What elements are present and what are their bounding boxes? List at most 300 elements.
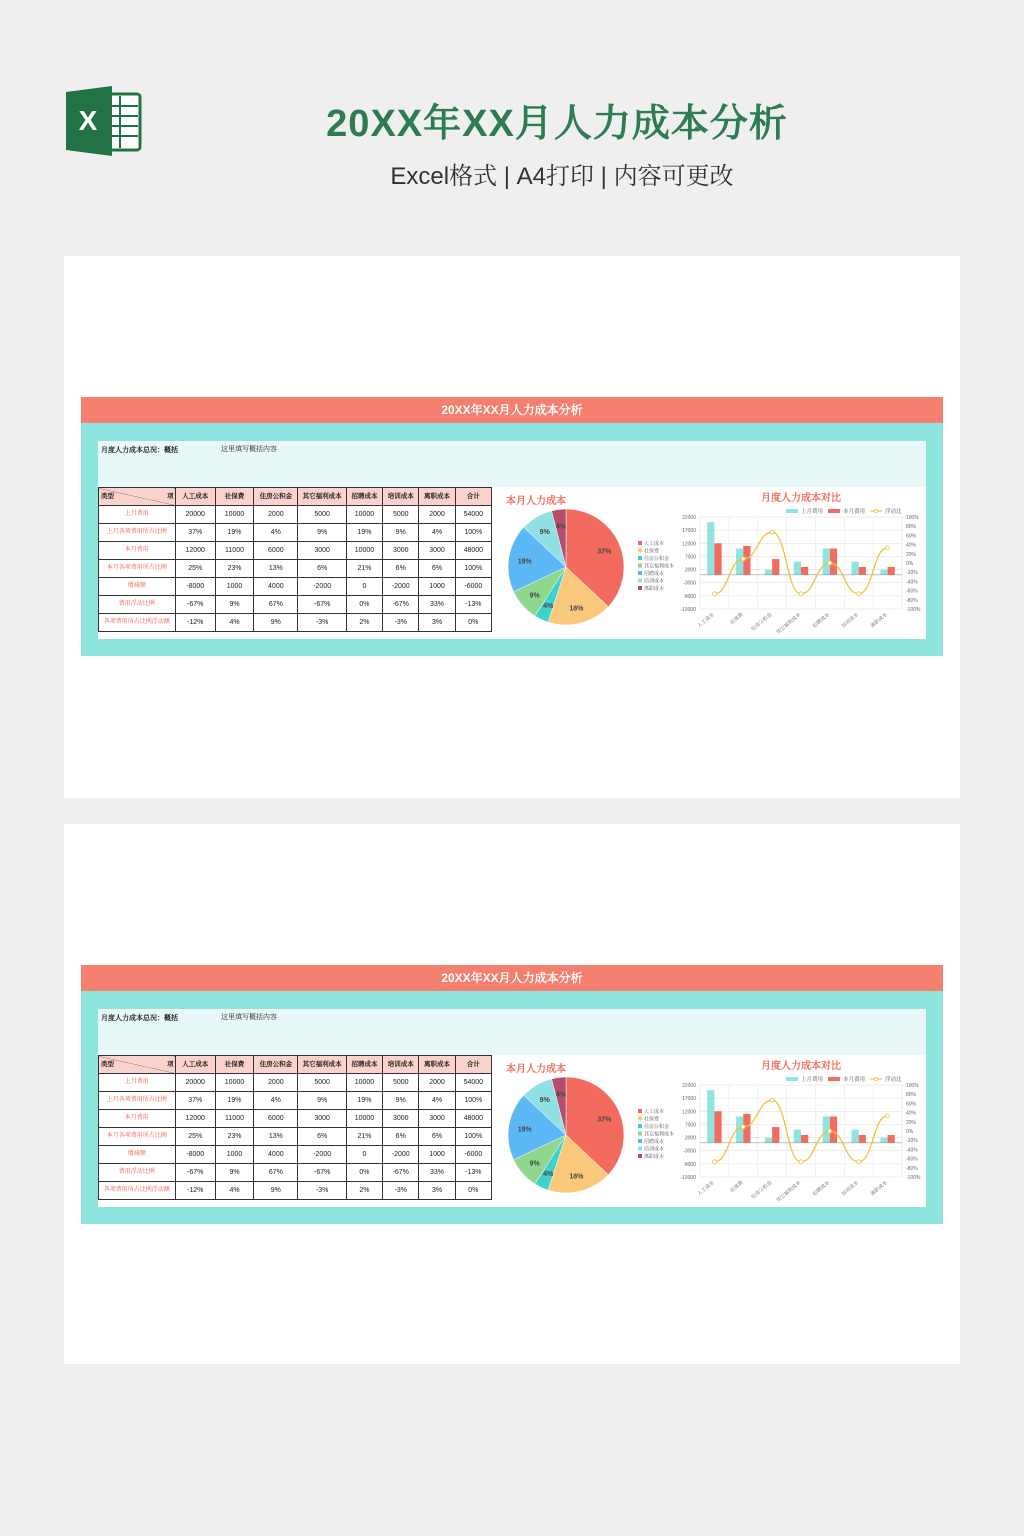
line-point xyxy=(828,561,832,565)
y-tick-label: -3000 xyxy=(683,580,696,587)
legend-label: 培训成本 xyxy=(644,578,665,585)
y2-tick-label: 40% xyxy=(906,542,917,549)
table-cell: 11000 xyxy=(215,1110,253,1128)
table-cell: 9% xyxy=(254,1182,298,1200)
table-cell: 5000 xyxy=(383,1074,419,1092)
legend-label: 上月费用 xyxy=(801,509,824,515)
pie-slice-label: 37% xyxy=(597,548,612,556)
legend-swatch xyxy=(638,549,642,553)
table-cell: 2000 xyxy=(419,1074,455,1092)
table-cell: 6% xyxy=(298,560,346,578)
legend-label: 其它福利成本 xyxy=(644,563,675,570)
table-cell: 6% xyxy=(419,1128,455,1146)
line-point xyxy=(799,1160,803,1164)
y2-tick-label: 20% xyxy=(906,1119,917,1126)
y-tick-label: -3000 xyxy=(683,1148,696,1155)
table-cell: -6000 xyxy=(455,578,491,596)
line-point xyxy=(886,1114,890,1118)
table-cell: 10000 xyxy=(346,1110,382,1128)
x-tick-label: 其它福利成本 xyxy=(775,611,803,636)
table-cell: 2000 xyxy=(254,506,298,524)
x-tick-label: 住房公积金 xyxy=(750,611,774,633)
y2-tick-label: 40% xyxy=(906,1110,917,1117)
x-tick-label: 培训成本 xyxy=(840,1179,860,1198)
svg-text:X: X xyxy=(78,105,98,136)
y-tick-label: 2000 xyxy=(684,567,696,574)
legend-swatch xyxy=(638,1147,642,1151)
table-cell: 2% xyxy=(346,1182,382,1200)
table-cell: 12000 xyxy=(175,542,215,560)
pie-slice-label: 4% xyxy=(543,602,554,610)
legend-label: 本月费用 xyxy=(843,509,866,515)
table-cell: 4000 xyxy=(254,1146,298,1164)
pie-slice-label: 19% xyxy=(517,1126,532,1134)
table-row xyxy=(99,1146,492,1164)
table-cell: 0 xyxy=(346,1146,382,1164)
table-cell: 9% xyxy=(215,596,253,614)
table-cell: 4% xyxy=(419,1092,455,1110)
table-cell: 20000 xyxy=(175,1074,215,1092)
table-row xyxy=(99,1092,492,1110)
table-cell: -13% xyxy=(455,596,491,614)
y-tick-label: 7000 xyxy=(684,554,696,561)
table-cell: 6% xyxy=(383,1128,419,1146)
y2-tick-label: -40% xyxy=(906,579,918,586)
table-cell: -67% xyxy=(175,596,215,614)
table-cell: 21% xyxy=(346,560,382,578)
table-cell: 100% xyxy=(455,1128,491,1146)
y-tick-label: -8000 xyxy=(683,1161,696,1168)
table-cell: 4% xyxy=(254,1092,298,1110)
legend-swatch xyxy=(638,571,642,575)
legend-label: 社保费 xyxy=(644,1116,660,1123)
legend-swatch xyxy=(638,564,642,568)
summary-box xyxy=(98,1009,926,1055)
legend-swatch xyxy=(638,1139,642,1143)
table-row xyxy=(99,524,492,542)
table-cell: -67% xyxy=(298,1164,346,1182)
table-cell: 25% xyxy=(175,560,215,578)
line-point xyxy=(886,546,890,550)
table-cell: -67% xyxy=(383,1164,419,1182)
row-label: 增减额 xyxy=(99,578,176,596)
table-row xyxy=(99,506,492,524)
y2-tick-label: -40% xyxy=(906,1147,918,1154)
row-label: 费用浮动比例 xyxy=(99,1164,176,1182)
x-tick-label: 培训成本 xyxy=(840,611,860,630)
table-cell: 33% xyxy=(419,596,455,614)
table-cell: 0% xyxy=(346,1164,382,1182)
table-cell: 12000 xyxy=(175,1110,215,1128)
table-cell: 54000 xyxy=(455,506,491,524)
table-row xyxy=(99,542,492,560)
row-label: 费用浮动比例 xyxy=(99,596,176,614)
bar xyxy=(707,522,714,575)
table-row xyxy=(99,560,492,578)
table-cell: 100% xyxy=(455,1092,491,1110)
pie-slice-label: 9% xyxy=(539,1097,550,1105)
x-tick-label: 人工成本 xyxy=(696,611,716,630)
table-cell: 4% xyxy=(254,524,298,542)
legend-swatch xyxy=(638,1117,642,1121)
y-tick-label: 22000 xyxy=(682,515,696,521)
bar xyxy=(859,567,866,575)
table-cell: 11000 xyxy=(215,542,253,560)
row-label: 增减额 xyxy=(99,1146,176,1164)
y-tick-label: 22000 xyxy=(682,1083,696,1089)
pie-slice-label: 9% xyxy=(529,592,540,600)
y2-tick-label: 80% xyxy=(906,524,917,531)
legend-marker xyxy=(874,1077,877,1080)
bar xyxy=(888,1135,895,1143)
table-cell: 9% xyxy=(383,1092,419,1110)
x-tick-label: 社保费 xyxy=(729,1179,745,1195)
bar xyxy=(714,543,721,575)
table-cell: 6000 xyxy=(254,1110,298,1128)
table-cell: 2% xyxy=(346,614,382,632)
table-row xyxy=(99,1074,492,1092)
y2-tick-label: 60% xyxy=(906,533,917,540)
table-cell: 6% xyxy=(383,560,419,578)
table-cell: 0% xyxy=(455,1182,491,1200)
table-cell: 67% xyxy=(254,596,298,614)
table-cell: -8000 xyxy=(175,578,215,596)
line-point xyxy=(712,592,716,596)
table-cell: -3% xyxy=(383,614,419,632)
table-cell: 48000 xyxy=(455,1110,491,1128)
table-cell: 1000 xyxy=(419,1146,455,1164)
y-tick-label: 17000 xyxy=(682,528,696,535)
legend-label: 招聘成本 xyxy=(644,571,665,577)
summary-label: 月度人力成本总况：概括 xyxy=(101,1015,178,1022)
bar-chart-title: 月度人力成本对比 xyxy=(761,1061,841,1072)
pie-slice-label: 9% xyxy=(529,1160,540,1168)
line-point xyxy=(741,1125,745,1129)
table-cell: 19% xyxy=(215,1092,253,1110)
table-row xyxy=(99,578,492,596)
table-cell: 6% xyxy=(298,1128,346,1146)
table-cell: 54000 xyxy=(455,1074,491,1092)
y2-tick-label: -60% xyxy=(906,588,918,595)
table-cell: 33% xyxy=(419,1164,455,1182)
x-tick-label: 住房公积金 xyxy=(750,1179,774,1201)
column-header: 社保费 xyxy=(215,488,253,506)
table-header-row xyxy=(99,488,492,506)
bar xyxy=(772,559,779,575)
column-header: 培训成本 xyxy=(383,488,419,506)
row-label: 上月费用 xyxy=(99,1074,176,1092)
table-cell: 4000 xyxy=(254,578,298,596)
row-label: 本月各项费用所占比例 xyxy=(99,1128,176,1146)
y2-tick-label: -100% xyxy=(906,607,921,613)
legend-label: 浮动比 xyxy=(885,509,902,515)
table-row xyxy=(99,1164,492,1182)
type-header: 类型 项 xyxy=(99,488,176,506)
x-tick-label: 招聘成本 xyxy=(811,1179,832,1198)
table-cell: 100% xyxy=(455,524,491,542)
y-tick-label: -13000 xyxy=(680,1175,696,1181)
table-cell: -2000 xyxy=(298,578,346,596)
summary-value: 这里填写概括内容 xyxy=(221,446,277,453)
table-cell: 3000 xyxy=(383,1110,419,1128)
table-cell: 3000 xyxy=(298,1110,346,1128)
x-tick-label: 离职成本 xyxy=(869,1179,889,1198)
bar-chart-title: 月度人力成本对比 xyxy=(761,493,841,504)
bar xyxy=(888,567,895,575)
sheet-preview xyxy=(81,965,943,1224)
y2-tick-label: -20% xyxy=(906,1138,918,1145)
legend-label: 住房公积金 xyxy=(644,1124,670,1130)
pie-slice-label: 19% xyxy=(517,558,532,566)
table-cell: -8000 xyxy=(175,1146,215,1164)
table-cell: 19% xyxy=(215,524,253,542)
bar xyxy=(765,1138,772,1143)
line-point xyxy=(770,1098,774,1102)
table-row xyxy=(99,1128,492,1146)
page-subtitle: Excel格式 | A4打印 | 内容可更改 xyxy=(390,163,734,190)
table-cell: -67% xyxy=(175,1164,215,1182)
table-cell: 9% xyxy=(383,524,419,542)
table-cell: 1000 xyxy=(419,578,455,596)
row-label: 上月各项费用所占比例 xyxy=(99,1092,176,1110)
x-tick-label: 离职成本 xyxy=(869,611,889,630)
y-tick-label: 17000 xyxy=(682,1096,696,1103)
table-cell: -67% xyxy=(383,596,419,614)
pie-slice-label: 37% xyxy=(597,1116,612,1124)
y2-tick-label: -60% xyxy=(906,1156,918,1163)
column-header: 住房公积金 xyxy=(254,488,298,506)
sheet-banner: 20XX年XX月人力成本分析 xyxy=(81,397,943,423)
y2-tick-label: 80% xyxy=(906,1092,917,1099)
bar xyxy=(801,567,808,575)
table-cell: 100% xyxy=(455,560,491,578)
legend-swatch xyxy=(828,509,840,513)
line-point xyxy=(857,592,861,596)
row-label: 上月费用 xyxy=(99,506,176,524)
table-row xyxy=(99,1182,492,1200)
table-cell: 10000 xyxy=(346,506,382,524)
row-label: 上月各项费用所占比例 xyxy=(99,524,176,542)
preview-page-2 xyxy=(64,824,960,1364)
legend-label: 人工成本 xyxy=(644,1109,665,1115)
table-cell: 10000 xyxy=(215,506,253,524)
pie-chart-title: 本月人力成本 xyxy=(506,496,566,507)
sheet-content xyxy=(98,487,926,639)
row-label: 各项费用所占比例浮动额 xyxy=(99,614,176,632)
pie-chart xyxy=(500,505,634,635)
table-cell: 21% xyxy=(346,1128,382,1146)
bar xyxy=(765,570,772,575)
table-header-row xyxy=(99,1056,492,1074)
preview-page-1 xyxy=(64,256,960,798)
y-tick-label: 12000 xyxy=(682,1109,696,1116)
y2-tick-label: -100% xyxy=(906,1175,921,1181)
cost-table xyxy=(98,1055,492,1200)
table-cell: 5000 xyxy=(298,1074,346,1092)
line-point xyxy=(712,1160,716,1164)
pie-chart xyxy=(500,1073,634,1203)
sheet-content xyxy=(98,1055,926,1207)
table-cell: 4% xyxy=(215,1182,253,1200)
column-header: 培训成本 xyxy=(383,1056,419,1074)
bar xyxy=(801,1135,808,1143)
table-cell: 0% xyxy=(346,596,382,614)
table-row xyxy=(99,596,492,614)
summary-box xyxy=(98,441,926,487)
pie-slice-label: 4% xyxy=(543,1170,554,1178)
y-tick-label: 2000 xyxy=(684,1135,696,1142)
column-header: 合计 xyxy=(455,488,491,506)
row-label: 本月费用 xyxy=(99,542,176,560)
x-tick-label: 人工成本 xyxy=(696,1179,716,1198)
legend-swatch xyxy=(638,1154,642,1158)
table-cell: 0 xyxy=(346,578,382,596)
line-point xyxy=(770,530,774,534)
bar xyxy=(859,1135,866,1143)
table-cell: -2000 xyxy=(383,578,419,596)
legend-label: 其它福利成本 xyxy=(644,1131,675,1138)
table-cell: -13% xyxy=(455,1164,491,1182)
table-cell: 3% xyxy=(419,1182,455,1200)
sheet-preview xyxy=(81,397,943,656)
table-cell: 2000 xyxy=(254,1074,298,1092)
legend-label: 离职成本 xyxy=(644,586,665,592)
table-cell: 19% xyxy=(346,524,382,542)
sheet-banner: 20XX年XX月人力成本分析 xyxy=(81,965,943,991)
table-cell: -12% xyxy=(175,614,215,632)
table-cell: 48000 xyxy=(455,542,491,560)
table-cell: 3000 xyxy=(419,542,455,560)
y2-tick-label: 60% xyxy=(906,1101,917,1108)
legend-label: 离职成本 xyxy=(644,1154,665,1160)
row-label: 本月各项费用所占比例 xyxy=(99,560,176,578)
table-cell: 4% xyxy=(215,614,253,632)
legend-label: 浮动比 xyxy=(885,1077,902,1083)
y2-tick-label: 20% xyxy=(906,551,917,558)
column-header: 社保费 xyxy=(215,1056,253,1074)
line-point xyxy=(741,557,745,561)
legend-label: 住房公积金 xyxy=(644,556,670,562)
table-cell: -3% xyxy=(383,1182,419,1200)
table-cell: 10000 xyxy=(215,1074,253,1092)
x-tick-label: 社保费 xyxy=(729,611,745,627)
column-header: 离职成本 xyxy=(419,1056,455,1074)
table-cell: 3% xyxy=(419,614,455,632)
legend-swatch xyxy=(638,586,642,590)
bar xyxy=(714,1111,721,1143)
table-cell: 3000 xyxy=(419,1110,455,1128)
legend-label: 培训成本 xyxy=(644,1146,665,1153)
table-cell: -12% xyxy=(175,1182,215,1200)
line-point xyxy=(857,1160,861,1164)
page-title: 20XX年XX月人力成本分析 xyxy=(326,103,788,145)
table-cell: 25% xyxy=(175,1128,215,1146)
y-tick-label: -13000 xyxy=(680,607,696,613)
cost-table xyxy=(98,487,492,632)
pie-slice-label: 4% xyxy=(555,523,566,531)
bar xyxy=(880,570,887,575)
pie-slice-label: 18% xyxy=(569,1173,584,1181)
table-cell: 6% xyxy=(419,560,455,578)
table-cell: 1000 xyxy=(215,1146,253,1164)
table-cell: 5000 xyxy=(298,506,346,524)
y-tick-label: 7000 xyxy=(684,1122,696,1129)
table-row xyxy=(99,1110,492,1128)
legend-swatch xyxy=(638,556,642,560)
table-cell: 9% xyxy=(215,1164,253,1182)
table-cell: 9% xyxy=(298,524,346,542)
table-cell: 9% xyxy=(298,1092,346,1110)
table-cell: 5000 xyxy=(383,506,419,524)
y2-tick-label: 0% xyxy=(906,1129,914,1135)
pie-slice-label: 9% xyxy=(539,529,550,537)
summary-value: 这里填写概括内容 xyxy=(221,1014,277,1021)
column-header: 人工成本 xyxy=(175,1056,215,1074)
row-label: 各项费用所占比例浮动额 xyxy=(99,1182,176,1200)
column-header: 其它福利成本 xyxy=(298,1056,346,1074)
line-point xyxy=(828,1129,832,1133)
table-cell: 23% xyxy=(215,560,253,578)
legend-swatch xyxy=(638,1109,642,1113)
table-cell: -2000 xyxy=(298,1146,346,1164)
legend-label: 人工成本 xyxy=(644,541,665,547)
table-cell: 19% xyxy=(346,1092,382,1110)
column-header: 其它福利成本 xyxy=(298,488,346,506)
type-header: 类型 项 xyxy=(99,1056,176,1074)
column-header: 离职成本 xyxy=(419,488,455,506)
x-tick-label: 招聘成本 xyxy=(811,611,832,630)
table-cell: 13% xyxy=(254,560,298,578)
row-label: 本月费用 xyxy=(99,1110,176,1128)
table-cell: 6000 xyxy=(254,542,298,560)
x-tick-label: 其它福利成本 xyxy=(775,1179,803,1204)
table-cell: 1000 xyxy=(215,578,253,596)
legend-swatch xyxy=(638,541,642,545)
legend-swatch xyxy=(638,579,642,583)
table-cell: -3% xyxy=(298,1182,346,1200)
table-cell: 10000 xyxy=(346,542,382,560)
legend-label: 招聘成本 xyxy=(644,1139,665,1145)
legend-label: 本月费用 xyxy=(843,1077,866,1083)
table-cell: 0% xyxy=(455,614,491,632)
bar xyxy=(772,1127,779,1143)
y-tick-label: -8000 xyxy=(683,593,696,600)
legend-label: 社保费 xyxy=(644,548,660,555)
table-cell: 67% xyxy=(254,1164,298,1182)
table-cell: 37% xyxy=(175,524,215,542)
table-cell: -2000 xyxy=(383,1146,419,1164)
table-cell: 2000 xyxy=(419,506,455,524)
y2-tick-label: 0% xyxy=(906,561,914,567)
table-cell: 9% xyxy=(254,614,298,632)
bar-line-chart xyxy=(636,487,926,639)
legend-label: 上月费用 xyxy=(801,1077,824,1083)
table-cell: -3% xyxy=(298,614,346,632)
legend-marker xyxy=(874,509,877,512)
legend-swatch xyxy=(786,1077,798,1081)
y2-tick-label: -80% xyxy=(906,597,918,604)
bar xyxy=(852,1130,859,1143)
table-cell: -6000 xyxy=(455,1146,491,1164)
table-cell: 23% xyxy=(215,1128,253,1146)
column-header: 招聘成本 xyxy=(346,488,382,506)
bar xyxy=(852,562,859,575)
y2-tick-label: 100% xyxy=(906,515,919,521)
table-cell: 3000 xyxy=(298,542,346,560)
pie-slice-label: 18% xyxy=(569,605,584,613)
bar-line-chart xyxy=(636,1055,926,1207)
legend-swatch xyxy=(638,1124,642,1128)
